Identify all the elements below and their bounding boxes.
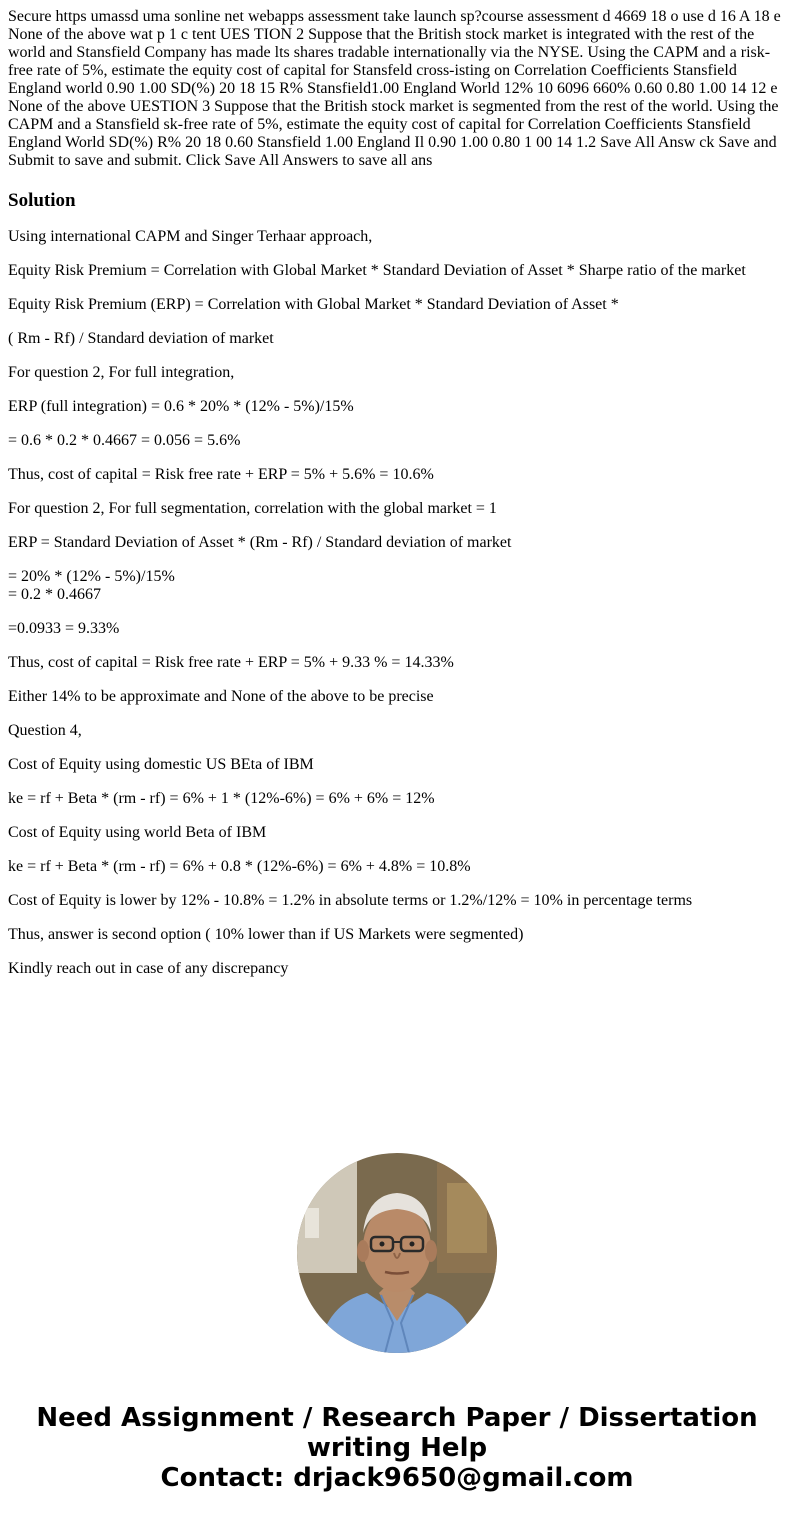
solution-line: Either 14% to be approximate and None of the above to be precise — [8, 688, 434, 705]
solution-line: ke = rf + Beta * (rm - rf) = 6% + 1 * (12%-6%) = 6% + 6% = 12% — [8, 790, 435, 807]
solution-line: Question 4, — [8, 722, 82, 739]
solution-line: ( Rm - Rf) / Standard deviation of market — [8, 330, 274, 347]
solution-calc-block — [8, 568, 786, 604]
footer-line: Need Assignment / Research Paper / Dissertation — [36, 1403, 758, 1433]
solution-line: = 0.6 * 0.2 * 0.4667 = 0.056 = 5.6% — [8, 432, 241, 449]
promo-footer — [0, 1403, 794, 1493]
author-photo — [297, 1153, 497, 1353]
solution-line: Equity Risk Premium = Correlation with Global Market * Standard Deviation of Asset * Sharpe ratio of the market — [8, 262, 746, 279]
solution-line: = 20% * (12% - 5%)/15% — [8, 568, 175, 585]
solution-heading: Solution — [8, 190, 76, 211]
solution-line: Cost of Equity is lower by 12% - 10.8% = 1.2% in absolute terms or 1.2%/12% = 10% in percentage terms — [8, 892, 693, 909]
solution-line: Kindly reach out in case of any discrepancy — [8, 960, 289, 977]
solution-line: Thus, answer is second option ( 10% lower than if US Markets were segmented) — [8, 926, 524, 943]
solution-line: Thus, cost of capital = Risk free rate + ERP = 5% + 5.6% = 10.6% — [8, 466, 434, 483]
solution-line: ke = rf + Beta * (rm - rf) = 6% + 0.8 * (12%-6%) = 6% + 4.8% = 10.8% — [8, 858, 471, 875]
solution-line: Using international CAPM and Singer Terhaar approach, — [8, 228, 373, 245]
solution-line: ERP (full integration) = 0.6 * 20% * (12% - 5%)/15% — [8, 398, 354, 415]
solution-line: =0.0933 = 9.33% — [8, 620, 120, 637]
footer-contact: Contact: drjack9650@gmail.com — [160, 1463, 634, 1493]
solution-line: ERP = Standard Deviation of Asset * (Rm - Rf) / Standard deviation of market — [8, 534, 512, 551]
solution-line: Thus, cost of capital = Risk free rate + ERP = 5% + 9.33 % = 14.33% — [8, 654, 454, 671]
solution-line: = 0.2 * 0.4667 — [8, 586, 102, 603]
avatar — [297, 1153, 497, 1353]
solution-line: Cost of Equity using domestic US BEta of IBM — [8, 756, 314, 773]
question-text: Secure https umassd uma sonline net webapps assessment take launch sp?course assessment d 4669 18 o use d 16 A 18 e None of the above wat p 1 c tent UES TION 2 Suppose that the British stock market is integrated with the rest of the world and Stansfield Company has made lts shares tradable internationally via the NYSE. Using the CAPM and a risk-free rate of 5%, estimate the equity cost of capital for Stansfeld cross-isting on Correlation Coefficients Stansfield England world 0.90 1.00 SD(%) 20 18 15 R% Stansfield1.00 England World 12% 10 6096 660% 0.60 0.80 1.00 14 12 e None of the above UESTION 3 Suppose that the British stock market is segmented from the rest of the world. Using the CAPM and a Stansfield sk-free rate of 5%, estimate the equity cost of capital for Correlation Coefficients Stansfield England World SD(%) R% 20 18 0.60 Stansfield 1.00 England Il 0.90 1.00 0.80 1 00 14 1.2 Save All Answ ck Save and Submit to save and submit. Click Save All Answers to save all ans — [8, 8, 781, 169]
solution-line: For question 2, For full segmentation, correlation with the global market = 1 — [8, 500, 497, 517]
solution-line: Cost of Equity using world Beta of IBM — [8, 824, 267, 841]
footer-line: writing Help — [306, 1433, 488, 1463]
solution-body — [8, 228, 786, 978]
solution-line: Equity Risk Premium (ERP) = Correlation with Global Market * Standard Deviation of Asset * — [8, 296, 619, 313]
solution-line: For question 2, For full integration, — [8, 364, 235, 381]
